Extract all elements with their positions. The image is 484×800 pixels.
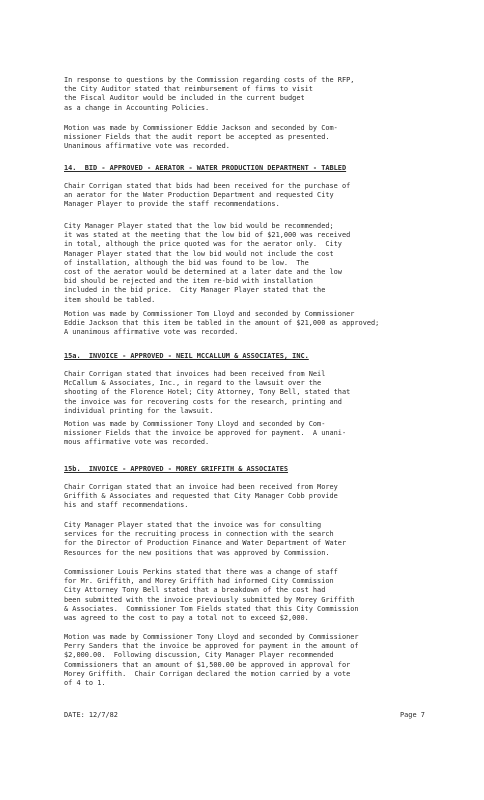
text-line: Motion was made by Commissioner Tony Lloyd and seconded by Commissioner bbox=[64, 633, 359, 641]
text-line: it was stated at the meeting that the low bid of $21,000 was received bbox=[64, 231, 351, 240]
text-line: Chair Corrigan stated that an invoice had been received from Morey bbox=[64, 483, 338, 491]
text-line: included in the bid price. City Manager Player stated that the bbox=[64, 286, 326, 295]
footer-date: DATE: 12/7/82 bbox=[64, 711, 118, 719]
text-line: the Fiscal Auditor would be included in the current budget bbox=[64, 94, 305, 103]
paragraph-griffith-invoice bbox=[64, 483, 448, 511]
text-line: was agreed to the cost to pay a total not to exceed $2,000. bbox=[64, 614, 309, 623]
text-line: his and staff recommendations. bbox=[64, 501, 189, 510]
paragraph-mccallum-motion bbox=[64, 420, 448, 448]
paragraph-rfp-costs bbox=[64, 76, 448, 113]
text-line: missioner Fields that the audit report be accepted as presented. bbox=[64, 133, 330, 142]
text-line: Motion was made by Commissioner Eddie Jackson and seconded by Com- bbox=[64, 124, 338, 132]
paragraph-bid-motion bbox=[64, 310, 448, 338]
text-line: In response to questions by the Commission regarding costs of the RFP, bbox=[64, 76, 355, 84]
text-line: services for the recruiting process in connection with the search bbox=[64, 530, 334, 539]
footer-page-number: Page 7 bbox=[400, 711, 425, 719]
text-line: City Manager Player stated that the low bid would be recommended; bbox=[64, 222, 334, 230]
paragraph-city-manager-bid bbox=[64, 222, 448, 305]
text-line: Motion was made by Commissioner Tony Lloyd and seconded by Com- bbox=[64, 420, 326, 428]
paragraph-griffith-discussion bbox=[64, 568, 448, 623]
text-line: City Attorney Tony Bell stated that a breakdown of the cost had bbox=[64, 586, 326, 595]
text-line: in total, although the price quoted was for the aerator only. City bbox=[64, 240, 342, 249]
text-line: Griffith & Associates and requested that City Manager Cobb provide bbox=[64, 492, 338, 501]
text-line: an aerator for the Water Production Department and requested City bbox=[64, 191, 334, 200]
text-line: missioner Fields that the invoice be approved for payment. A unani- bbox=[64, 429, 347, 438]
text-line: as a change in Accounting Policies. bbox=[64, 103, 210, 112]
text-line: Perry Sanders that the invoice be approved for payment in the amount of bbox=[64, 642, 359, 651]
text-line: for Mr. Griffith, and Morey Griffith had informed City Commission bbox=[64, 577, 334, 586]
text-line: the City Auditor stated that reimbursement of firms to visit bbox=[64, 85, 313, 94]
text-line: Chair Corrigan stated that bids had been received for the purchase of bbox=[64, 182, 351, 190]
text-line: Motion was made by Commissioner Tom Lloyd and seconded by Commissioner bbox=[64, 310, 355, 318]
text-line: Commissioner Louis Perkins stated that there was a change of staff bbox=[64, 568, 338, 576]
paragraph-bid-intro bbox=[64, 182, 448, 210]
heading-bid-aerator: 14. BID - APPROVED - AERATOR - WATER PRODUCTION DEPARTMENT - TABLED bbox=[64, 164, 347, 172]
text-line: Commissioners that an amount of $1,500.00 be approved in approval for bbox=[64, 660, 351, 669]
text-line: Unanimous affirmative vote was recorded. bbox=[64, 142, 230, 151]
text-line: Morey Griffith. Chair Corrigan declared the motion carried by a vote bbox=[64, 669, 351, 678]
text-line: Chair Corrigan stated that invoices had been received from Neil bbox=[64, 370, 326, 378]
paragraph-audit-motion bbox=[64, 124, 448, 152]
paragraph-griffith-motion bbox=[64, 633, 448, 688]
heading-invoice-mccallum: 15a. INVOICE - APPROVED - NEIL MCCALLUM & ASSOCIATES, INC. bbox=[64, 352, 309, 360]
text-line: Manager Player to provide the staff recommendations. bbox=[64, 200, 280, 209]
text-line: for the Director of Production Finance and Water Department of Water bbox=[64, 539, 347, 548]
text-line: item should be tabled. bbox=[64, 295, 156, 304]
text-line: been submitted with the invoice previously submitted by Morey Griffith bbox=[64, 595, 355, 604]
paragraph-griffith-services bbox=[64, 521, 448, 558]
text-line: Resources for the new positions that was approved by Commission. bbox=[64, 548, 330, 557]
text-line: $2,000.00. Following discussion, City Manager Player recommended bbox=[64, 651, 334, 660]
text-line: mous affirmative vote was recorded. bbox=[64, 438, 210, 447]
text-line: the invoice was for recovering costs for the research, printing and bbox=[64, 397, 342, 406]
text-line: City Manager Player stated that the invoice was for consulting bbox=[64, 521, 322, 529]
text-line: McCallum & Associates, Inc., in regard to the lawsuit over the bbox=[64, 379, 322, 388]
text-line: Manager Player stated that the low bid would not include the cost bbox=[64, 249, 334, 258]
text-line: & Associates. Commissioner Tom Fields stated that this City Commission bbox=[64, 604, 359, 613]
text-line: of installation, although the bid was found to be low. The bbox=[64, 258, 309, 267]
text-line: of 4 to 1. bbox=[64, 679, 106, 688]
text-line: Eddie Jackson that this item be tabled in the amount of $21,000 as approved; bbox=[64, 319, 380, 328]
paragraph-mccallum-invoice bbox=[64, 370, 448, 416]
heading-invoice-griffith: 15b. INVOICE - APPROVED - MOREY GRIFFITH & ASSOCIATES bbox=[64, 465, 289, 473]
text-line: individual printing for the lawsuit. bbox=[64, 406, 214, 415]
text-line: cost of the aerator would be determined at a later date and the low bbox=[64, 268, 342, 277]
text-line: A unanimous affirmative vote was recorded. bbox=[64, 328, 239, 337]
text-line: shooting of the Florence Hotel; City Attorney, Tony Bell, stated that bbox=[64, 388, 351, 397]
text-line: bid should be rejected and the item re-bid with installation bbox=[64, 277, 313, 286]
